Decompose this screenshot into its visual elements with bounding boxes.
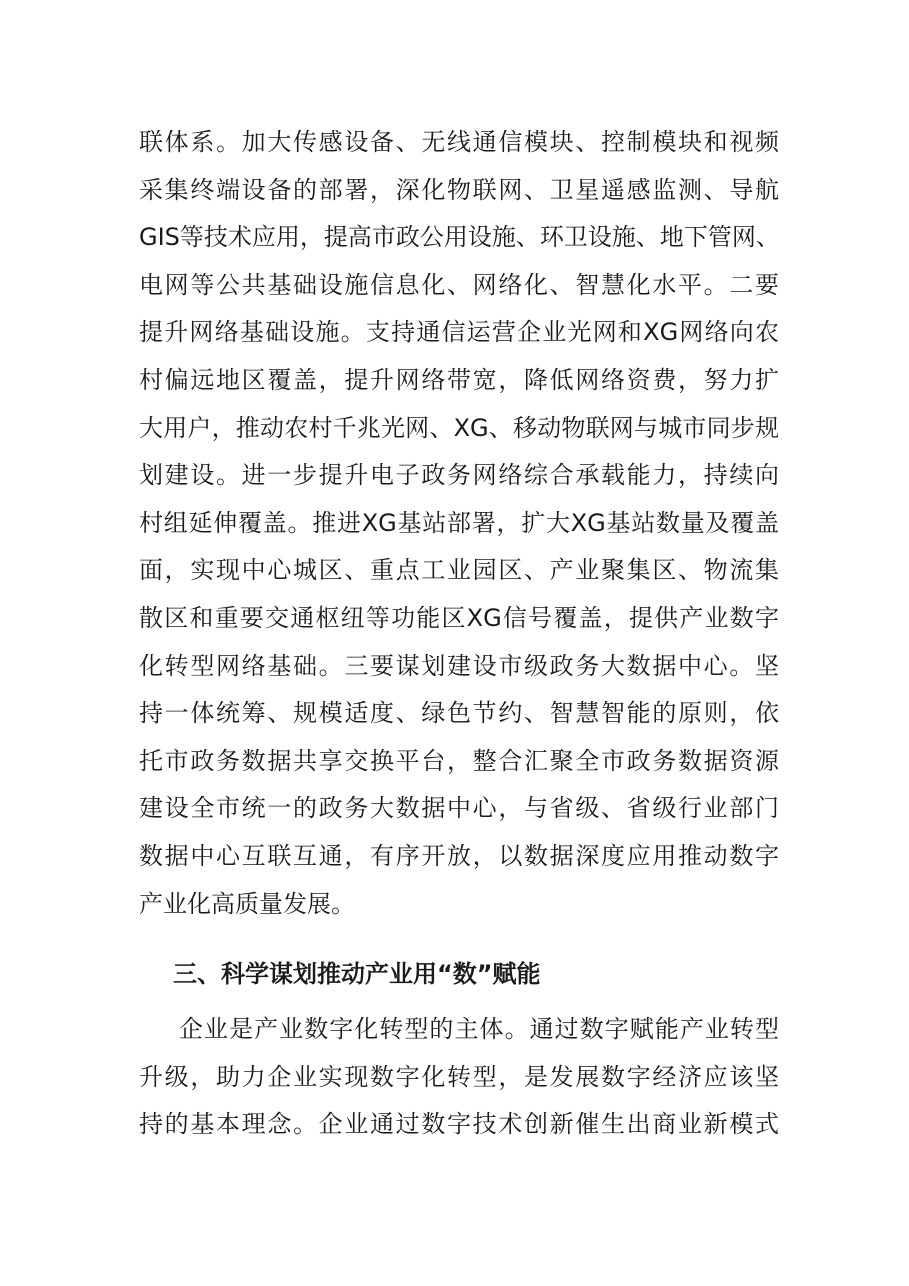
paragraph-1-line: GIS等技术应用，提高市政公用设施、环卫设施、地下管网、 — [139, 223, 780, 252]
paragraph-1-line: 大用户，推动农村千兆光网、XG、移动物联网与城市同步规 — [139, 413, 779, 442]
section-heading: 三、科学谋划推动产业用“数”赋能 — [173, 960, 541, 989]
paragraph-1-line: 数据中心互联互通，有序开放，以数据深度应用推动数字 — [139, 841, 779, 870]
paragraph-1-line: 划建设。进一步提升电子政务网络综合承载能力，持续向 — [139, 461, 779, 490]
paragraph-1-line: 持一体统筹、规模适度、绿色节约、智慧智能的原则，依 — [139, 699, 779, 728]
paragraph-1-line: 村组延伸覆盖。推进XG基站部署，扩大XG基站数量及覆盖 — [139, 508, 779, 537]
paragraph-2 — [139, 1006, 779, 1149]
paragraph-1-line: 采集终端设备的部署，深化物联网、卫星遥感监测、导航 — [139, 175, 779, 204]
paragraph-1-line: 产业化高质量发展。 — [139, 889, 355, 918]
document-body — [139, 119, 779, 1149]
paragraph-1-line: 电网等公共基础设施信息化、网络化、智慧化水平。二要 — [139, 270, 779, 299]
paragraph-1-line: 托市政务数据共享交换平台，整合汇聚全市政务数据资源 — [139, 746, 779, 775]
paragraph-2-line: 升级，助力企业实现数字化转型，是发展数字经济应该坚 — [139, 1062, 779, 1091]
paragraph-2-line: 企业是产业数字化转型的主体。通过数字赋能产业转型 — [179, 1015, 779, 1044]
paragraph-1-line: 建设全市统一的政务大数据中心，与省级、省级行业部门 — [139, 794, 779, 823]
paragraph-1-line: 联体系。加大传感设备、无线通信模块、控制模块和视频 — [139, 128, 779, 156]
paragraph-1-line: 化转型网络基础。三要谋划建设市级政务大数据中心。坚 — [139, 651, 779, 680]
paragraph-1-line: 村偏远地区覆盖，提升网络带宽，降低网络资费，努力扩 — [139, 365, 779, 394]
paragraph-1-line: 提升网络基础设施。支持通信运营企业光网和XG网络向农 — [139, 318, 779, 347]
paragraph-2-line: 持的基本理念。企业通过数字技术创新催生出商业新模式 — [139, 1110, 779, 1139]
paragraph-1-line: 散区和重要交通枢纽等功能区XG信号覆盖，提供产业数字 — [139, 603, 779, 632]
paragraph-1-line: 面，实现中心城区、重点工业园区、产业聚集区、物流集 — [139, 556, 779, 585]
paragraph-1 — [139, 119, 779, 928]
